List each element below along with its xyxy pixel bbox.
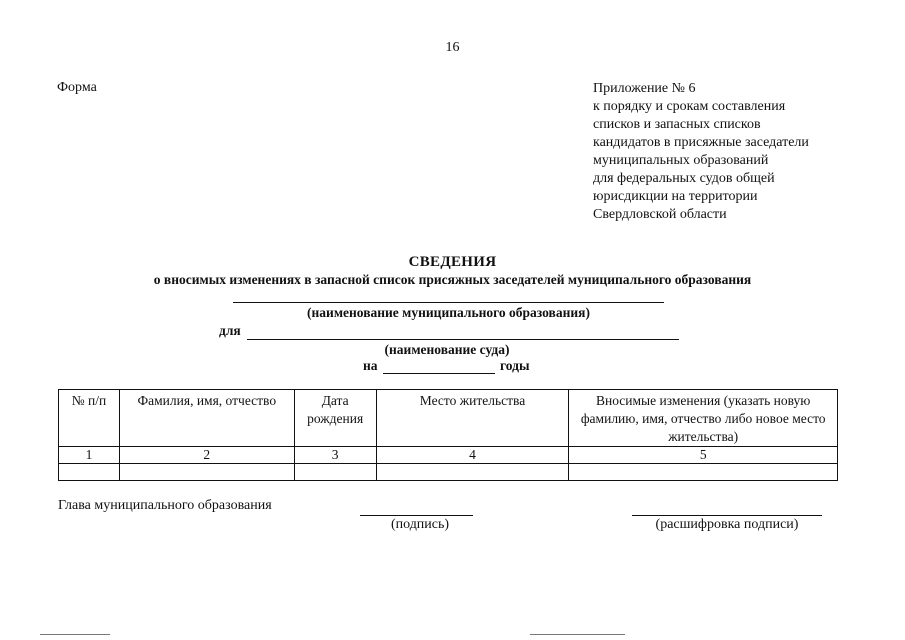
scan-artifact-line — [530, 634, 625, 635]
appendix-line: юрисдикции на территории — [593, 189, 758, 204]
head-label: Глава муниципального образования — [58, 498, 272, 513]
appendix-line: Свердловской области — [593, 207, 727, 222]
header-birth-date: Дата рождения — [294, 390, 376, 447]
appendix-block — [593, 80, 809, 224]
table-cell — [119, 464, 294, 481]
signature-caption: (подпись) — [390, 517, 450, 532]
changes-table — [58, 389, 838, 481]
table-cell: 2 — [119, 447, 294, 464]
decoding-caption: (расшифровка подписи) — [655, 517, 799, 532]
header-residence: Место жительства — [376, 390, 569, 447]
on-label: на — [363, 358, 378, 373]
document-subtitle: о вносимых изменениях в запасной список присяжных заседателей муниципального образования — [153, 272, 752, 287]
table-cell — [59, 464, 120, 481]
years-line — [383, 373, 495, 374]
scan-artifact-line — [40, 634, 110, 635]
document-title: СВЕДЕНИЯ — [408, 254, 497, 270]
appendix-line: Приложение № 6 — [593, 81, 696, 96]
appendix-line: для федеральных судов общей — [593, 171, 775, 186]
table-header-row — [59, 390, 838, 447]
court-name-line — [247, 339, 679, 340]
form-label: Форма — [57, 80, 97, 95]
appendix-line: муниципальных образований — [593, 153, 769, 168]
appendix-line: кандидатов в присяжные заседатели — [593, 135, 809, 150]
table-cell — [569, 464, 838, 481]
table-cell — [294, 464, 376, 481]
page-number: 16 — [445, 40, 460, 55]
years-label: годы — [500, 358, 530, 373]
table-cell: 1 — [59, 447, 120, 464]
table-cell: 4 — [376, 447, 569, 464]
header-number: № п/п — [59, 390, 120, 447]
appendix-line: списков и запасных списков — [593, 117, 761, 132]
court-caption: (наименование суда) — [384, 342, 510, 357]
table-cell: 3 — [294, 447, 376, 464]
municipality-name-line — [233, 302, 664, 303]
header-full-name: Фамилия, имя, отчество — [119, 390, 294, 447]
table-cell: 5 — [569, 447, 838, 464]
table-row — [59, 464, 838, 481]
signature-line — [360, 515, 473, 516]
municipality-caption: (наименование муниципального образования) — [307, 305, 590, 320]
table-cell — [376, 464, 569, 481]
table-row — [59, 447, 838, 464]
decoding-line — [632, 515, 822, 516]
for-label: для — [219, 323, 241, 338]
header-changes: Вносимые изменения (указать новую фамилию, имя, отчество либо новое место жительства) — [569, 390, 838, 447]
appendix-line: к порядку и срокам составления — [593, 99, 786, 114]
